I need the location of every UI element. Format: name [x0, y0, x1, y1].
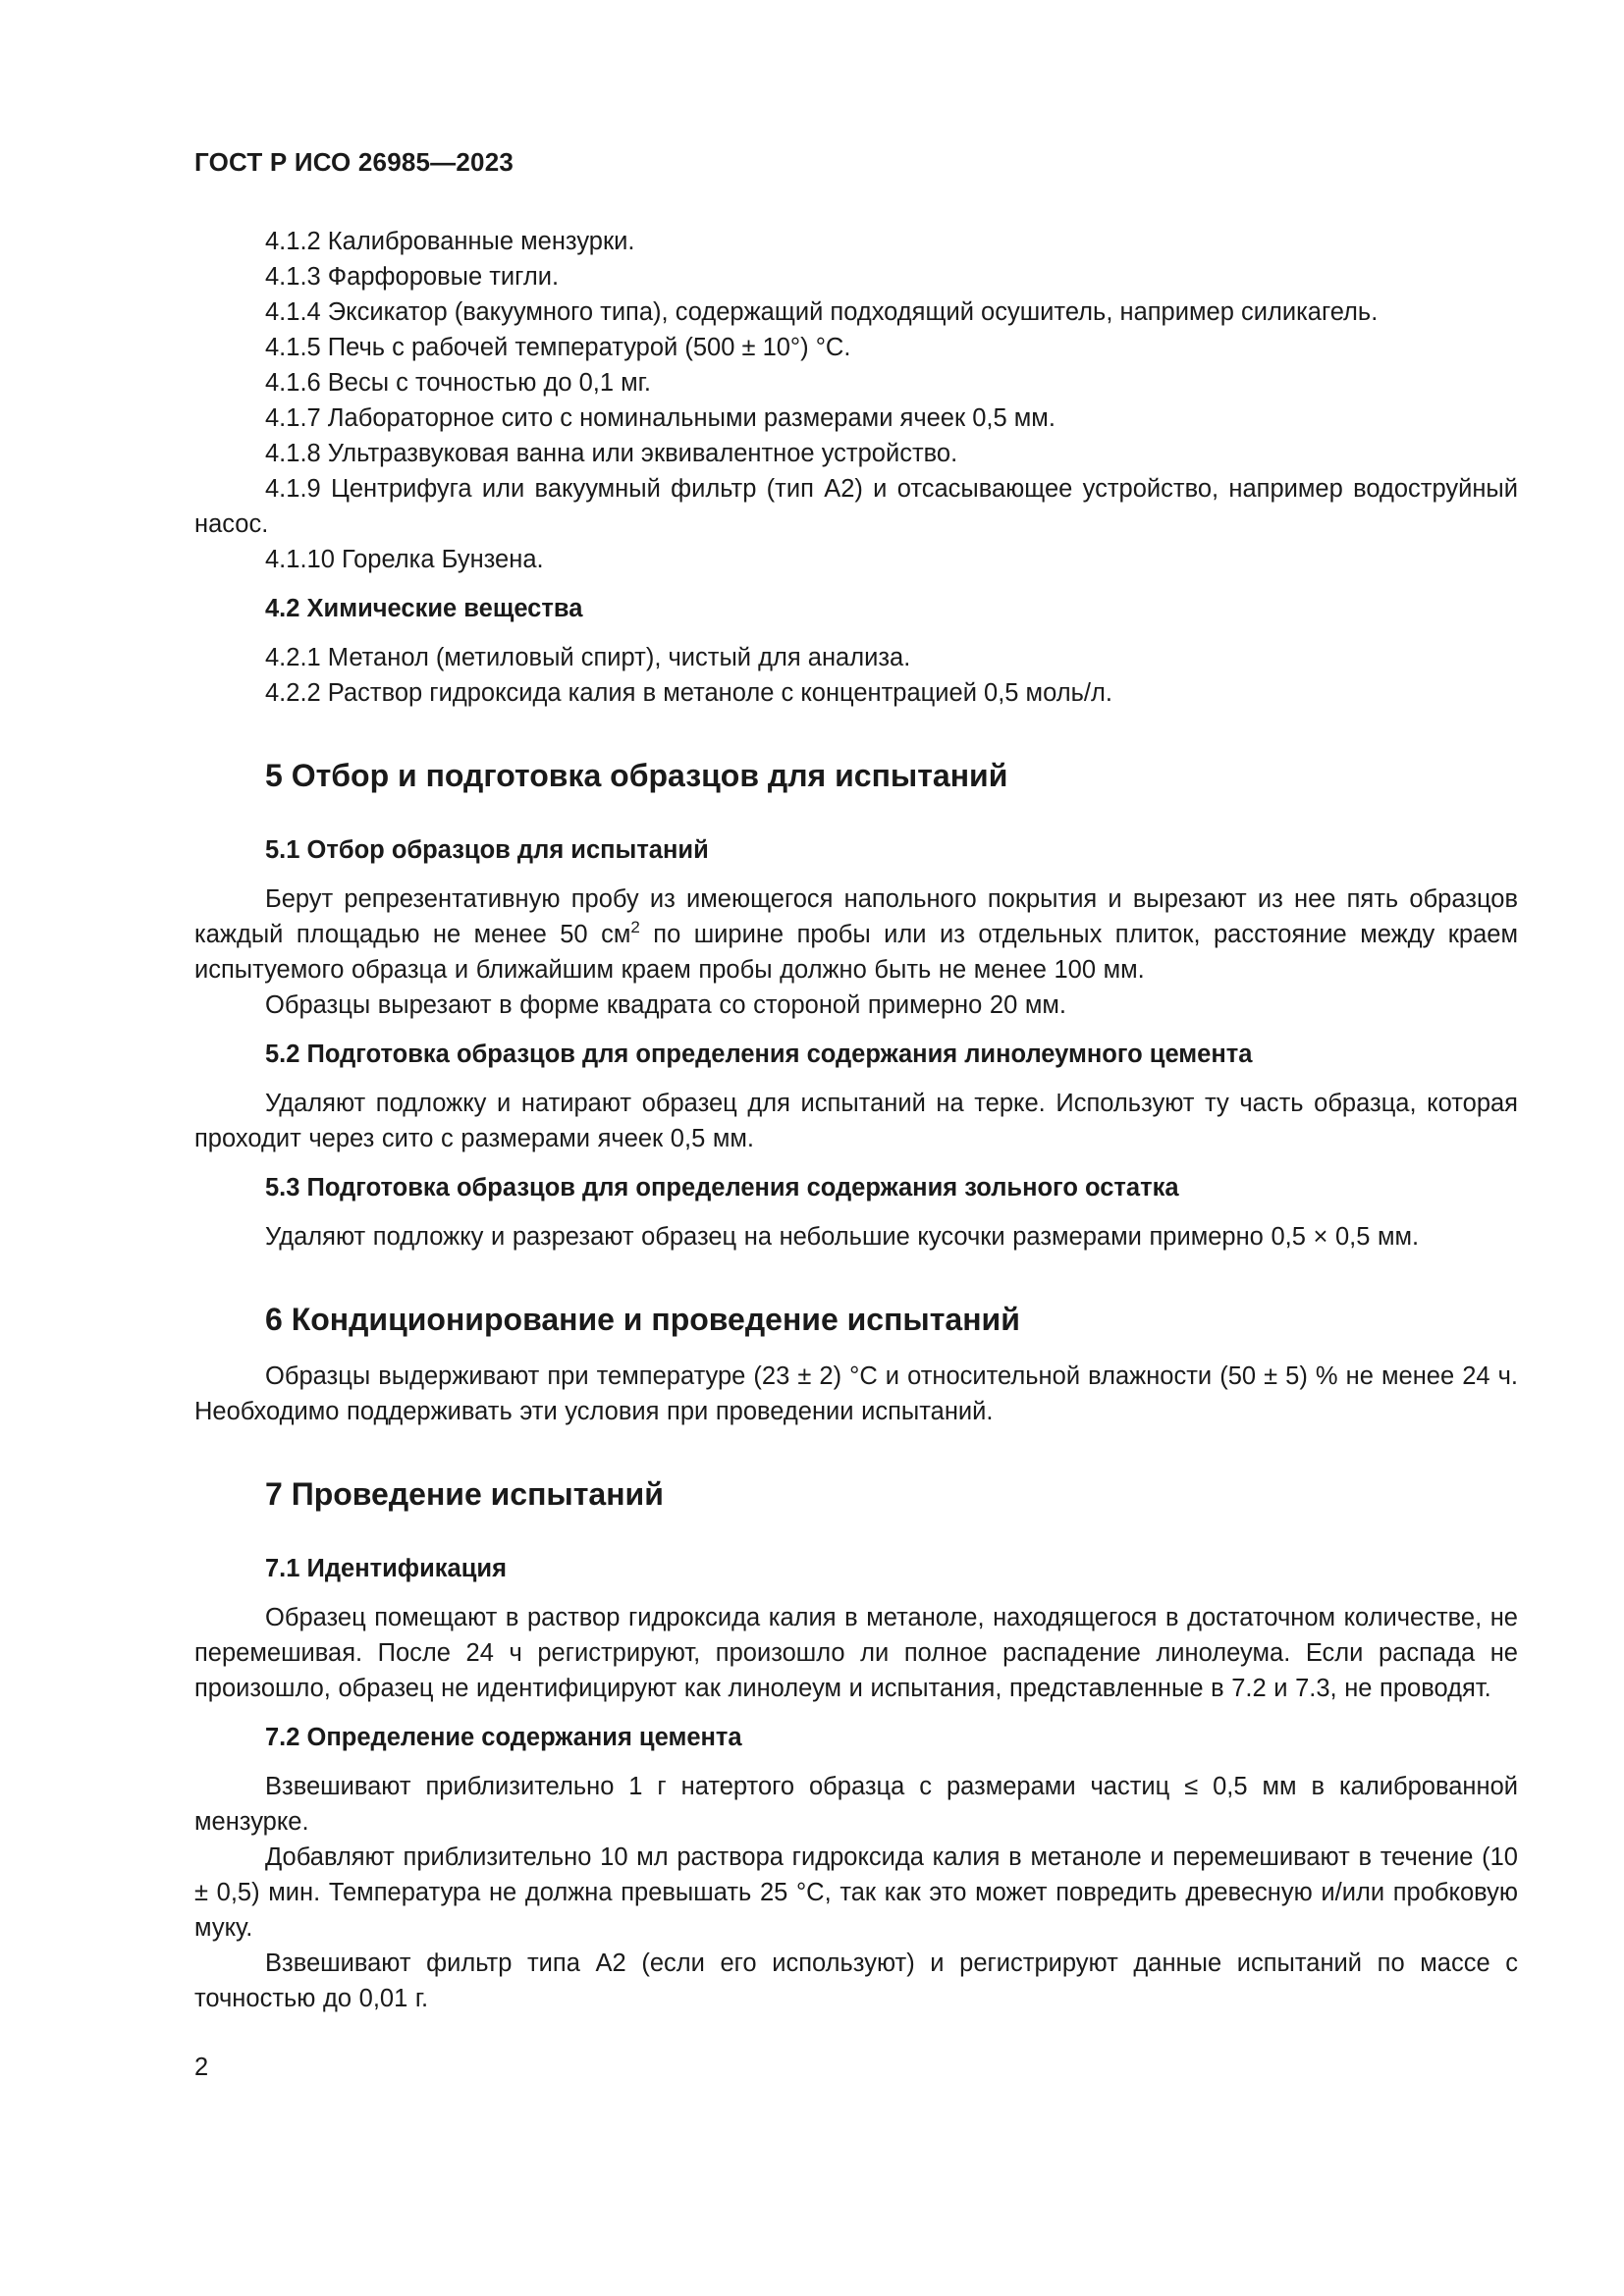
list-item: 4.1.10 Горелка Бунзена.: [265, 546, 544, 573]
section-7-title: 7 Проведение испытаний: [265, 1476, 664, 1512]
list-item: 4.1.3 Фарфоровые тигли.: [265, 263, 560, 291]
section-6-title: 6 Кондиционирование и проведение испытаний: [265, 1302, 1020, 1337]
list-item: 4.2.1 Метанол (метиловый спирт), чистый для анализа.: [265, 644, 911, 671]
section-5-1-title: 5.1 Отбор образцов для испытаний: [265, 836, 709, 864]
section-5-3-title: 5.3 Подготовка образцов для определения содержания зольного остатка: [265, 1174, 1179, 1201]
section-7-2-paragraph-2: Добавляют приблизительно 10 мл раствора гидроксида калия в метаноле и перемешивают в течение (10 ± 0,5) мин. Температура не должна превышать 25 °С, так как это может повредить древесную и/или пробковую муку.: [194, 1843, 1518, 1942]
page-number: 2: [194, 2054, 209, 2081]
section-5-2-title: 5.2 Подготовка образцов для определения содержания линолеумного цемента: [265, 1041, 1253, 1068]
list-item: 4.1.8 Ультразвуковая ванна или эквивалентное устройство.: [265, 440, 958, 467]
list-item: 4.2.2 Раствор гидроксида калия в метаноле с концентрацией 0,5 моль/л.: [265, 679, 1112, 707]
section-7-2-paragraph-3: Взвешивают фильтр типа А2 (если его используют) и регистрируют данные испытаний по массе с точностью до 0,01 г.: [194, 1949, 1518, 2012]
document-body: [194, 224, 1518, 2016]
section-7-1-title: 7.1 Идентификация: [265, 1555, 507, 1582]
section-5-2-paragraph: Удаляют подложку и натирают образец для испытаний на терке. Используют ту часть образца, которая проходит через сито с размерами ячеек 0,5 мм.: [194, 1090, 1518, 1152]
superscript-2: 2: [630, 918, 640, 936]
section-7-1-paragraph: Образец помещают в раствор гидроксида калия в метаноле, находящегося в достаточном количестве, не перемешивая. После 24 ч регистрируют, произошло ли полное распадение линолеума. Если распада не произошло, образец не идентифицируют как линолеум и испытания, представленные в 7.2 и 7.3, не проводят.: [194, 1604, 1518, 1702]
section-5-1-paragraph-1: Берут репрезентативную пробу из имеющегося напольного покрытия и вырезают из нее пять образцов каждый площадью не менее 50 $см^2$ по ширине пробы или из отдельных плиток, расстояние между краем испытуемого образца и ближайшим краем пробы должно быть не менее 100 мм.: [194, 885, 1518, 984]
equipment-list: [194, 224, 1518, 577]
section-4-2-title: 4.2 Химические вещества: [265, 595, 583, 622]
list-item: 4.1.4 Эксикатор (вакуумного типа), содержащий подходящий осушитель, например силикагель.: [265, 298, 1379, 326]
list-item: 4.1.5 Печь с рабочей температурой (500 ± 10°) °С.: [265, 334, 851, 361]
list-item: 4.1.7 Лабораторное сито с номинальными размерами ячеек 0,5 мм.: [265, 404, 1056, 432]
section-7-2-paragraph-1: Взвешивают приблизительно 1 г натертого образца с размерами частиц ≤ 0,5 мм в калиброванной мензурке.: [194, 1773, 1518, 1836]
list-item: 4.1.6 Весы с точностью до 0,1 мг.: [265, 369, 651, 397]
section-5-3-paragraph: Удаляют подложку и разрезают образец на небольшие кусочки размерами примерно 0,5 × 0,5 мм.: [265, 1223, 1420, 1251]
section-5-title: 5 Отбор и подготовка образцов для испытаний: [265, 758, 1008, 793]
section-7-2-title: 7.2 Определение содержания цемента: [265, 1724, 742, 1751]
document-code-header: ГОСТ Р ИСО 26985—2023: [194, 147, 514, 177]
list-item: 4.1.9 Центрифуга или вакуумный фильтр (тип А2) и отсасывающее устройство, например водоструйный насос.: [194, 475, 1518, 538]
section-6-paragraph: Образцы выдерживают при температуре (23 ± 2) °С и относительной влажности (50 ± 5) % не менее 24 ч. Необходимо поддерживать эти условия при проведении испытаний.: [194, 1362, 1518, 1425]
section-5-1-paragraph-2: Образцы вырезают в форме квадрата со стороной примерно 20 мм.: [265, 991, 1066, 1019]
list-item: 4.1.2 Калиброванные мензурки.: [265, 228, 635, 255]
